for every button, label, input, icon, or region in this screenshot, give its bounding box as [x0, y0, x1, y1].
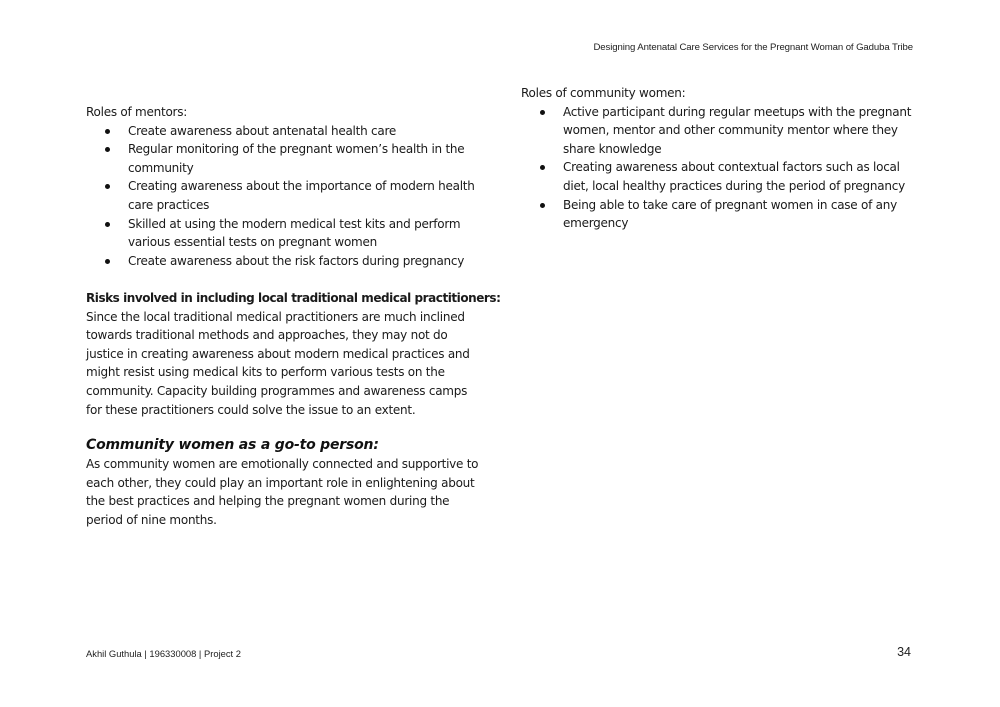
- list-item: Create awareness about the risk factors during pregnancy: [86, 252, 486, 271]
- list-item: Active participant during regular meetups with the pregnant women, mentor and other community mentor where they share knowledge: [521, 103, 921, 159]
- mentors-heading: Roles of mentors:: [86, 105, 188, 119]
- risks-body: Since the local traditional medical practitioners are much inclined towards traditional methods and approaches, they may not do justice in creating awareness about modern medical practices and might resist using medical kits to perform various tests on the community. Capacity building programmes and awareness camps for these practitioners could solve the issue to an extent.: [86, 309, 470, 417]
- bullet-icon: [105, 129, 110, 134]
- list-item: Being able to take care of pregnant women in case of any emergency: [521, 196, 921, 233]
- risks-section: [86, 289, 501, 419]
- list-item: Create awareness about antenatal health care: [86, 122, 486, 141]
- bullet-icon: [540, 203, 545, 208]
- risks-heading: Risks involved in including local traditional medical practitioners:: [86, 291, 501, 305]
- list-item: Skilled at using the modern medical test kits and perform various essential tests on pregnant women: [86, 215, 486, 252]
- bullet-icon: [540, 110, 545, 115]
- running-header-title: Designing Antenatal Care Services for the Pregnant Woman of Gaduba Tribe: [593, 42, 913, 53]
- list-item: Creating awareness about contextual factors such as local diet, local healthy practices during the period of pregnancy: [521, 158, 921, 195]
- community-go-to-body: As community women are emotionally connected and supportive to each other, they could play an important role in enlightening about the best practices and helping the pregnant women during the period of nine months.: [86, 457, 479, 527]
- community-go-to-heading: Community women as a go-to person:: [86, 437, 379, 453]
- bullet-icon: [105, 184, 110, 189]
- mentors-section: [86, 103, 486, 270]
- bullet-icon: [105, 147, 110, 152]
- footer-author-info: Akhil Guthula | 196330008 | Project 2: [86, 648, 241, 659]
- community-roles-list: [521, 103, 921, 233]
- list-item: Regular monitoring of the pregnant women’s health in the community: [86, 140, 486, 177]
- community-roles-section: [521, 84, 921, 233]
- community-roles-heading: Roles of community women:: [521, 86, 686, 100]
- community-go-to-section: [86, 437, 486, 529]
- page-number: 34: [897, 645, 911, 659]
- list-item: Creating awareness about the importance of modern health care practices: [86, 177, 486, 214]
- bullet-icon: [105, 222, 110, 227]
- bullet-icon: [105, 259, 110, 264]
- mentors-list: [86, 122, 486, 271]
- bullet-icon: [540, 165, 545, 170]
